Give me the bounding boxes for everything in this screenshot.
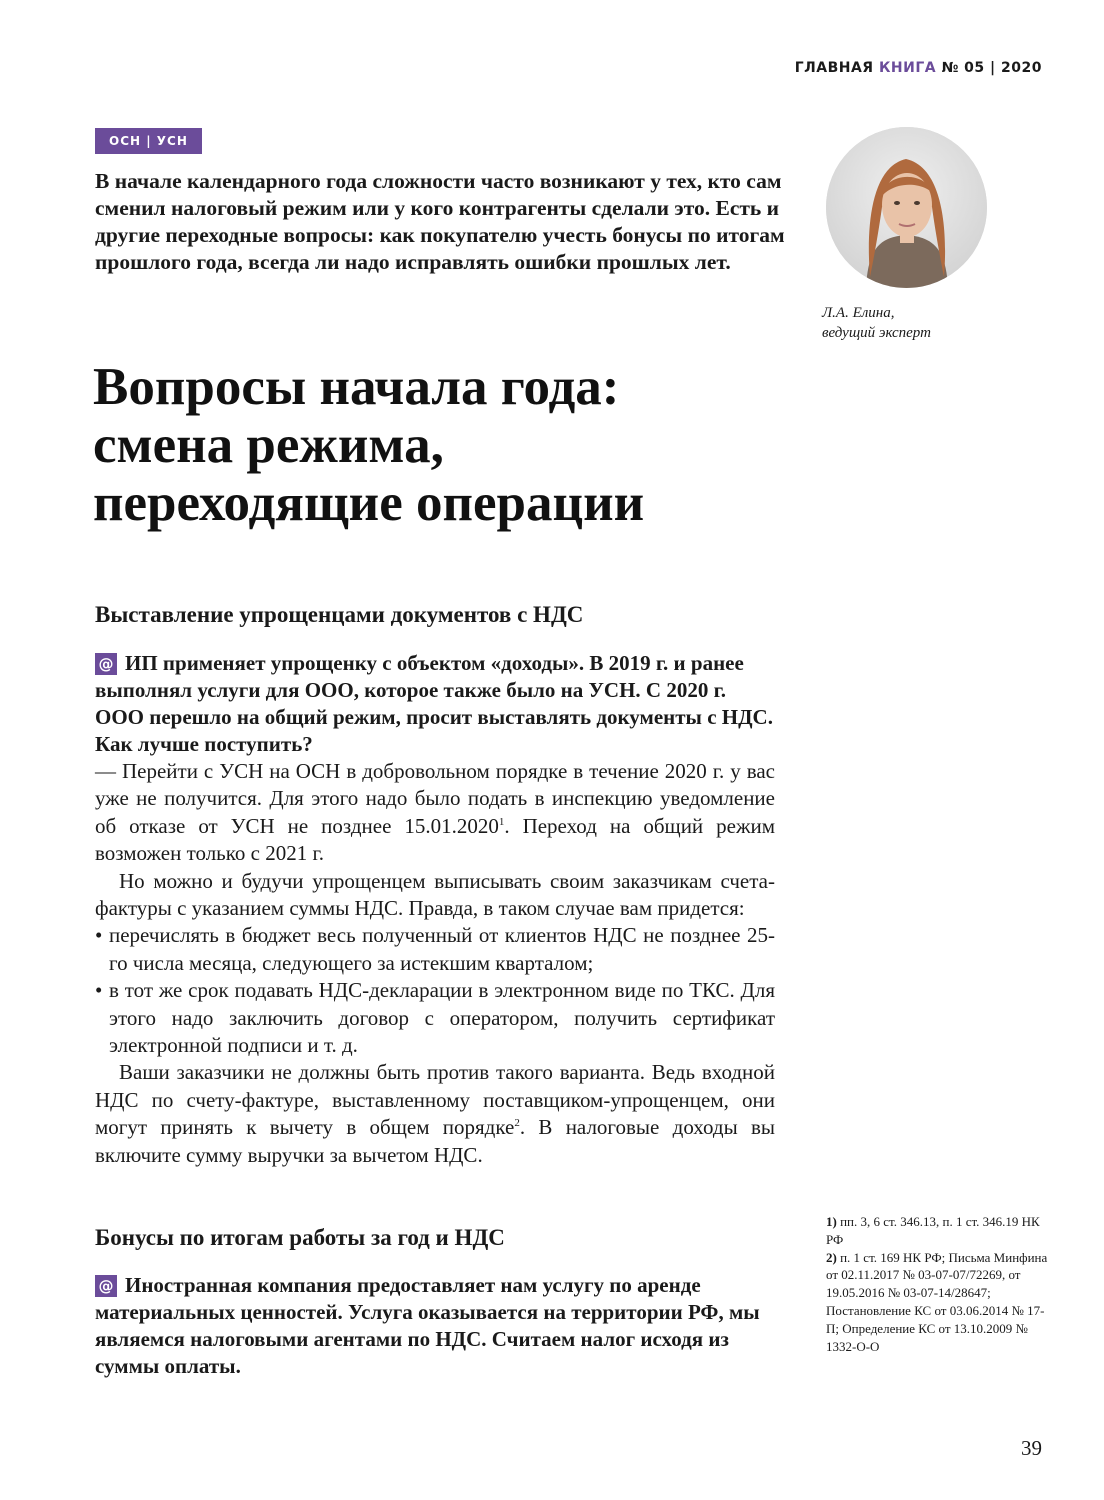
- title-line-3: переходящие операции: [93, 474, 645, 532]
- lead-paragraph: В начале календарного года сложности часто возникают у тех, кто сам сменил налоговый режим или у кого контрагенты сделали это. Есть и другие переходные вопросы: как покупателю учесть бонусы по итогам прошлого года, всегда ли надо исправлять ошибки прошлых лет.: [95, 169, 785, 274]
- author-caption: [822, 303, 1052, 343]
- author-photo: [826, 127, 987, 288]
- answer-paragraph: [95, 758, 775, 868]
- footnote-number: 1): [826, 1214, 837, 1229]
- footnote-ref: 2: [514, 1117, 520, 1130]
- brand-name-accent: КНИГА: [878, 60, 937, 76]
- author-portrait-icon: [826, 127, 987, 288]
- question-at-icon: @: [95, 653, 117, 675]
- answer-bullet-list: [95, 922, 775, 1059]
- author-role: ведущий эксперт: [822, 325, 931, 341]
- question-at-icon: @: [95, 1275, 117, 1297]
- answer-text: . Переход на общий режим возможен только с 2021 г.: [95, 813, 775, 866]
- footnote-number: 2): [826, 1249, 837, 1265]
- question-1-text: ИП применяет упрощенку с объектом «доходы». В 2019 г. и ранее выполнял услуги для ООО, которое также было на УСН. С 2020 г. ООО перешло на общий режим, просит выставлять документы с НДС. Как лучше поступить?: [95, 651, 773, 756]
- question-2: [95, 1272, 775, 1380]
- question-2-text: Иностранная компания предоставляет нам услугу по аренде материальных ценностей. Услуга оказывается на территории РФ, мы являемся налоговыми агентами по НДС. Считаем налог исходя из суммы оплаты.: [95, 1273, 760, 1378]
- footnote-ref: 1: [498, 815, 505, 828]
- issue-number: № 05 | 2020: [941, 60, 1042, 76]
- answer-paragraph: [95, 1059, 775, 1169]
- answer-text: Ваши заказчики не должны быть против такого варианта. Ведь входной НДС по счету-фактуре, выставленному поставщиком-упрощенцем, они могут принять к вычету в общем порядке: [95, 1060, 775, 1140]
- footnote: [826, 1249, 1056, 1356]
- author-name: Л.А. Елина,: [822, 305, 895, 321]
- answer-text: — Перейти с УСН на ОСН в добровольном порядке в течение 2020 г. у вас уже не получится. Для этого надо было подать в инспекцию уведомление об отказе от УСН не позднее 15.01.2020: [95, 759, 775, 838]
- footnote: [826, 1213, 1056, 1249]
- brand-name: ГЛАВНАЯ: [794, 60, 874, 76]
- answer-text: . В налоговые доходы вы включите сумму выручки за вычетом НДС.: [95, 1115, 775, 1167]
- footnote-text: пп. 3, 6 ст. 346.13, п. 1 ст. 346.19 НК РФ: [826, 1214, 1040, 1247]
- title-line-1: Вопросы начала года:: [93, 358, 620, 416]
- category-tag: ОСН | УСН: [95, 128, 202, 154]
- answer-1: [95, 758, 775, 1169]
- footnote-text: п. 1 ст. 169 НК РФ; Письма Минфина от 02.11.2017 № 03-07-07/72269, от 19.05.2016 № 03-07-14/28647; Постановление КС от 03.06.2014 № 17-П; Определение КС от 13.10.2009 № 1332-О-О: [826, 1249, 1048, 1354]
- title-line-2: смена режима,: [93, 416, 444, 474]
- list-item: • в тот же срок подавать НДС-декларации в электронном виде по ТКС. Для этого надо заключить договор с оператором, получить сертификат электронной подписи и т. д.: [95, 977, 775, 1059]
- question-1: [95, 650, 775, 758]
- footnotes: [826, 1213, 1056, 1355]
- answer-paragraph: Но можно и будучи упрощенцем выписывать своим заказчикам счета-фактуры с указанием суммы НДС. Правда, в таком случае вам придется:: [95, 868, 775, 921]
- section-heading-2: Бонусы по итогам работы за год и НДС: [95, 1225, 505, 1250]
- article-title: [93, 358, 853, 532]
- magazine-header: [795, 60, 1042, 76]
- list-item: • перечислять в бюджет весь полученный от клиентов НДС не позднее 25-го числа месяца, следующего за истекшим кварталом;: [95, 922, 775, 977]
- page-number: 39: [1021, 1436, 1042, 1460]
- section-heading-1: Выставление упрощенцами документов с НДС: [95, 602, 584, 627]
